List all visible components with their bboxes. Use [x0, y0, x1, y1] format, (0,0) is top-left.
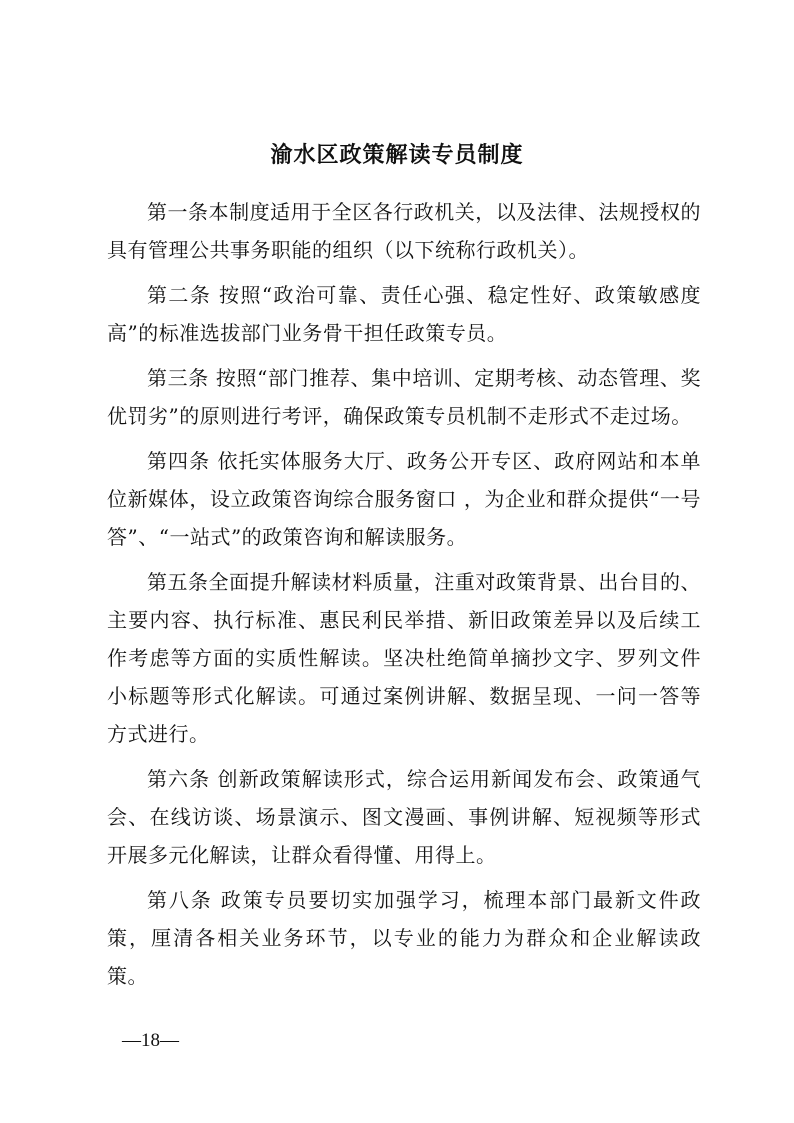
article-3: 第三条 按照“部门推荐、集中培训、定期考核、动态管理、奖优罚劣”的原则进行考评，确保政策专员机制不走形式不走过场。 — [107, 366, 701, 428]
article-5: 第五条全面提升解读材料质量，注重对政策背景、出台目的、主要内容、执行标准、惠民利民举措、新旧政策差异以及后续工作考虑等方面的实质性解读。坚决杜绝简单摘抄文字、罗列文件小标题等形式化解读。可通过案例讲解、数据呈现、一问一答等方式进行。 — [107, 570, 701, 746]
article-1: 第一条本制度适用于全区各行政机关，以及法律、法规授权的具有管理公共事务职能的组织（以下统称行政机关）。 — [107, 200, 701, 262]
article-4: 第四条 依托实体服务大厅、政务公开专区、政府网站和本单位新媒体，设立政策咨询综合服务窗口 ，为企业和群众提供“一号答”、“一站式”的政策咨询和解读服务。 — [107, 449, 701, 549]
article-6: 第六条 创新政策解读形式，综合运用新闻发布会、政策通气会、在线访谈、场景演示、图文漫画、事例讲解、短视频等形式开展多元化解读，让群众看得懂、用得上。 — [107, 767, 701, 867]
document-body — [107, 193, 701, 1002]
article-2: 第二条 按照“政治可靠、责任心强、稳定性好、政策敏感度高”的标准选拔部门业务骨干担任政策专员。 — [107, 283, 701, 345]
page-number: —18— — [122, 1030, 179, 1051]
article-8: 第八条 政策专员要切实加强学习，梳理本部门最新文件政策，厘清各相关业务环节，以专业的能力为群众和企业解读政策。 — [107, 888, 701, 988]
document-title: 渝水区政策解读专员制度 — [270, 143, 524, 168]
